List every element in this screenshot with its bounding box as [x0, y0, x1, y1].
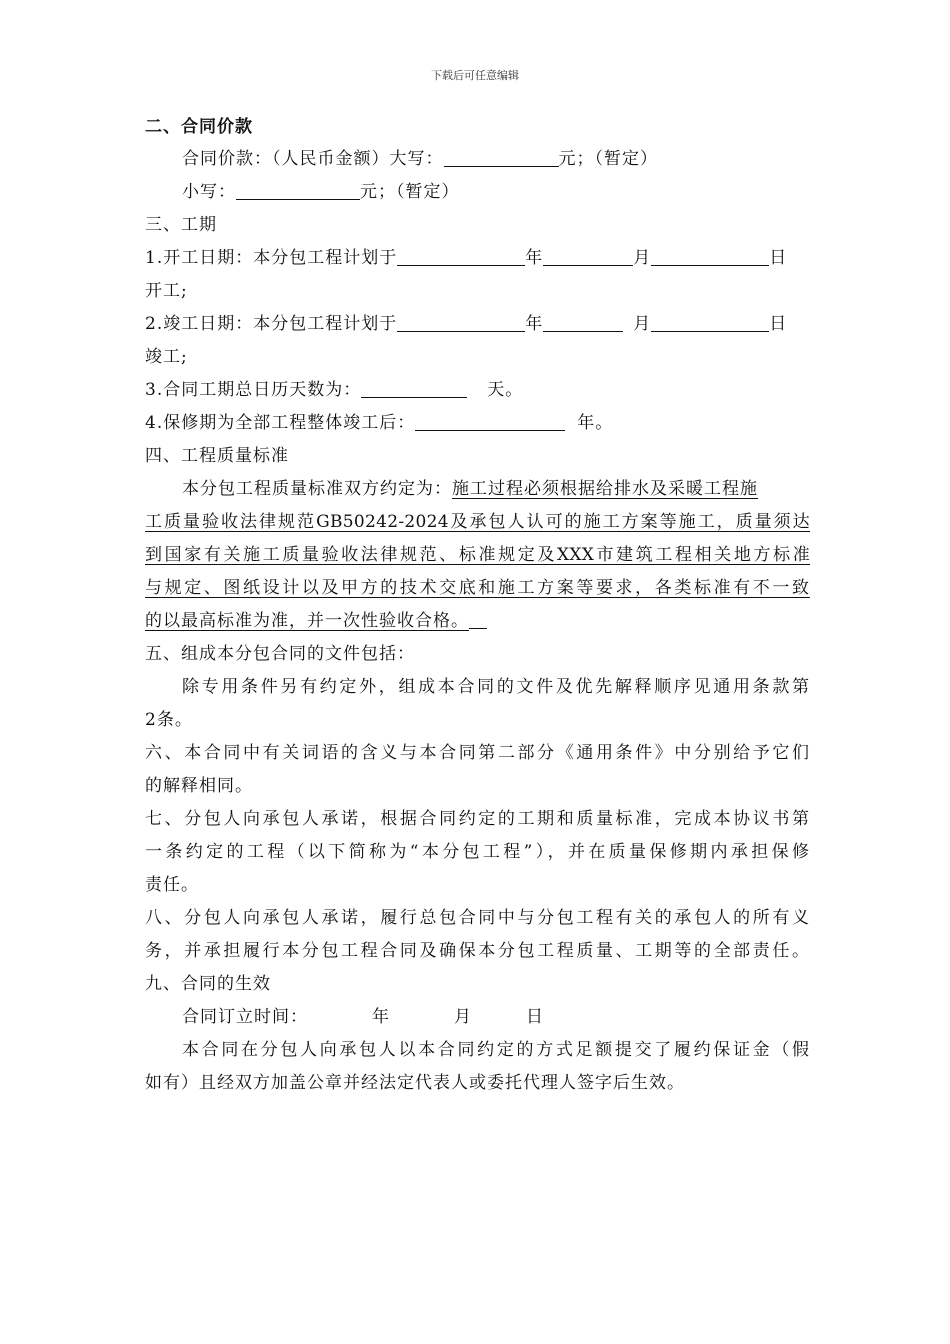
promise-subcontractor-text-3: 责任。: [145, 875, 199, 895]
end-date-line: [145, 308, 810, 341]
terms-text-1: 六、本合同中有关词语的含义与本合同第二部分《通用条件》中分别给予它们: [145, 743, 810, 763]
quality-text-5: 的以最高标准为准，并一次性验收合格。: [145, 611, 469, 631]
price-lower-label: 小写：: [182, 182, 236, 202]
year-label: 年: [525, 314, 544, 334]
total-days-label: 3.合同工期总日历天数为：: [145, 380, 362, 400]
start-day-blank[interactable]: [651, 245, 769, 266]
total-days-blank[interactable]: [361, 377, 467, 398]
month-label: 月: [633, 248, 652, 268]
month-label: 月: [454, 1007, 472, 1027]
quality-line-5: [145, 605, 810, 638]
quality-text-2: 工质量验收法律规范GB50242-2024及承包人认可的施工方案等施工，质量须达: [145, 512, 810, 532]
years-unit: 年。: [577, 413, 614, 433]
tentative-label: （暂定）: [594, 149, 658, 169]
end-day-blank[interactable]: [651, 311, 769, 332]
terms-text-2: 的解释相同。: [145, 776, 253, 796]
price-upper-label: 合同价款：（人民币金额）大写：: [182, 149, 444, 169]
year-label: 年: [372, 1007, 390, 1027]
quality-line-1: [182, 473, 810, 506]
promise-contractor-text-1: 八、分包人向承包人承诺，履行总包合同中与分包工程有关的承包人的所有义: [145, 908, 810, 928]
warranty-line: [145, 407, 810, 440]
quality-text-4: 与规定、图纸设计以及甲方的技术交底和施工方案等要求，各类标准有不一致: [145, 578, 810, 598]
days-unit: 天。: [487, 380, 524, 400]
start-month-blank[interactable]: [543, 245, 633, 266]
price-upper-line: [182, 143, 810, 176]
tentative-label: （暂定）: [396, 182, 460, 202]
page-header: 下载后可任意编辑: [431, 69, 519, 82]
total-days-line: [145, 374, 810, 407]
sign-date-label: 合同订立时间：: [182, 1007, 308, 1027]
section-title-period: 三、工期: [145, 215, 217, 235]
end-date-tail: 竣工;: [145, 347, 188, 367]
day-label: 日: [526, 1007, 544, 1027]
quality-text-1: 施工过程必须根据给排水及采暖工程施: [452, 479, 758, 499]
promise-subcontractor-text-2: 一条约定的工程（以下简称为“本分包工程”），并在质量保修期内承担保修: [145, 842, 810, 862]
section-title-price: 二、合同价款: [145, 117, 253, 137]
start-date-tail: 开工;: [145, 281, 188, 301]
price-upper-blank[interactable]: [444, 146, 559, 167]
documents-text-2: 2条。: [145, 710, 193, 730]
month-label: 月: [633, 314, 652, 334]
quality-text-3: 到国家有关施工质量验收法律规范、标准规定及XXX市建筑工程相关地方标准: [145, 545, 810, 565]
effect-text-2: 如有）且经双方加盖公章并经法定代表人或委托代理人签字后生效。: [145, 1073, 685, 1093]
promise-subcontractor-text-1: 七、分包人向承包人承诺，根据合同约定的工期和质量标准，完成本协议书第: [145, 809, 810, 829]
day-label: 日: [769, 248, 788, 268]
start-date-label: 1.开工日期：本分包工程计划于: [145, 248, 398, 268]
day-label: 日: [769, 314, 788, 334]
end-year-blank[interactable]: [397, 311, 525, 332]
promise-contractor-text-2: 务，并承担履行本分包工程合同及确保本分包工程质量、工期等的全部责任。: [145, 941, 810, 961]
year-label: 年: [525, 248, 544, 268]
effect-text-1: 本合同在分包人向承包人以本合同约定的方式足额提交了履约保证金（假: [182, 1040, 810, 1060]
section-title-documents: 五、组成本分包合同的文件包括：: [145, 644, 415, 664]
quality-lead: 本分包工程质量标准双方约定为：: [182, 479, 452, 499]
warranty-blank[interactable]: [415, 410, 565, 431]
quality-tail-underline: [469, 609, 487, 629]
section-title-quality: 四、工程质量标准: [145, 446, 289, 466]
price-lower-line: [182, 176, 810, 209]
warranty-label: 4.保修期为全部工程整体竣工后：: [145, 413, 416, 433]
start-date-line: [145, 242, 810, 275]
section-title-effect: 九、合同的生效: [145, 974, 271, 994]
sign-date-line: [182, 1001, 810, 1034]
yuan-label: 元；: [360, 182, 396, 202]
end-month-blank[interactable]: [543, 311, 623, 332]
documents-text-1: 除专用条件另有约定外，组成本合同的文件及优先解释顺序见通用条款第: [182, 677, 810, 697]
end-date-label: 2.竣工日期：本分包工程计划于: [145, 314, 398, 334]
start-year-blank[interactable]: [397, 245, 525, 266]
yuan-label: 元；: [558, 149, 595, 169]
price-lower-blank[interactable]: [236, 179, 360, 200]
